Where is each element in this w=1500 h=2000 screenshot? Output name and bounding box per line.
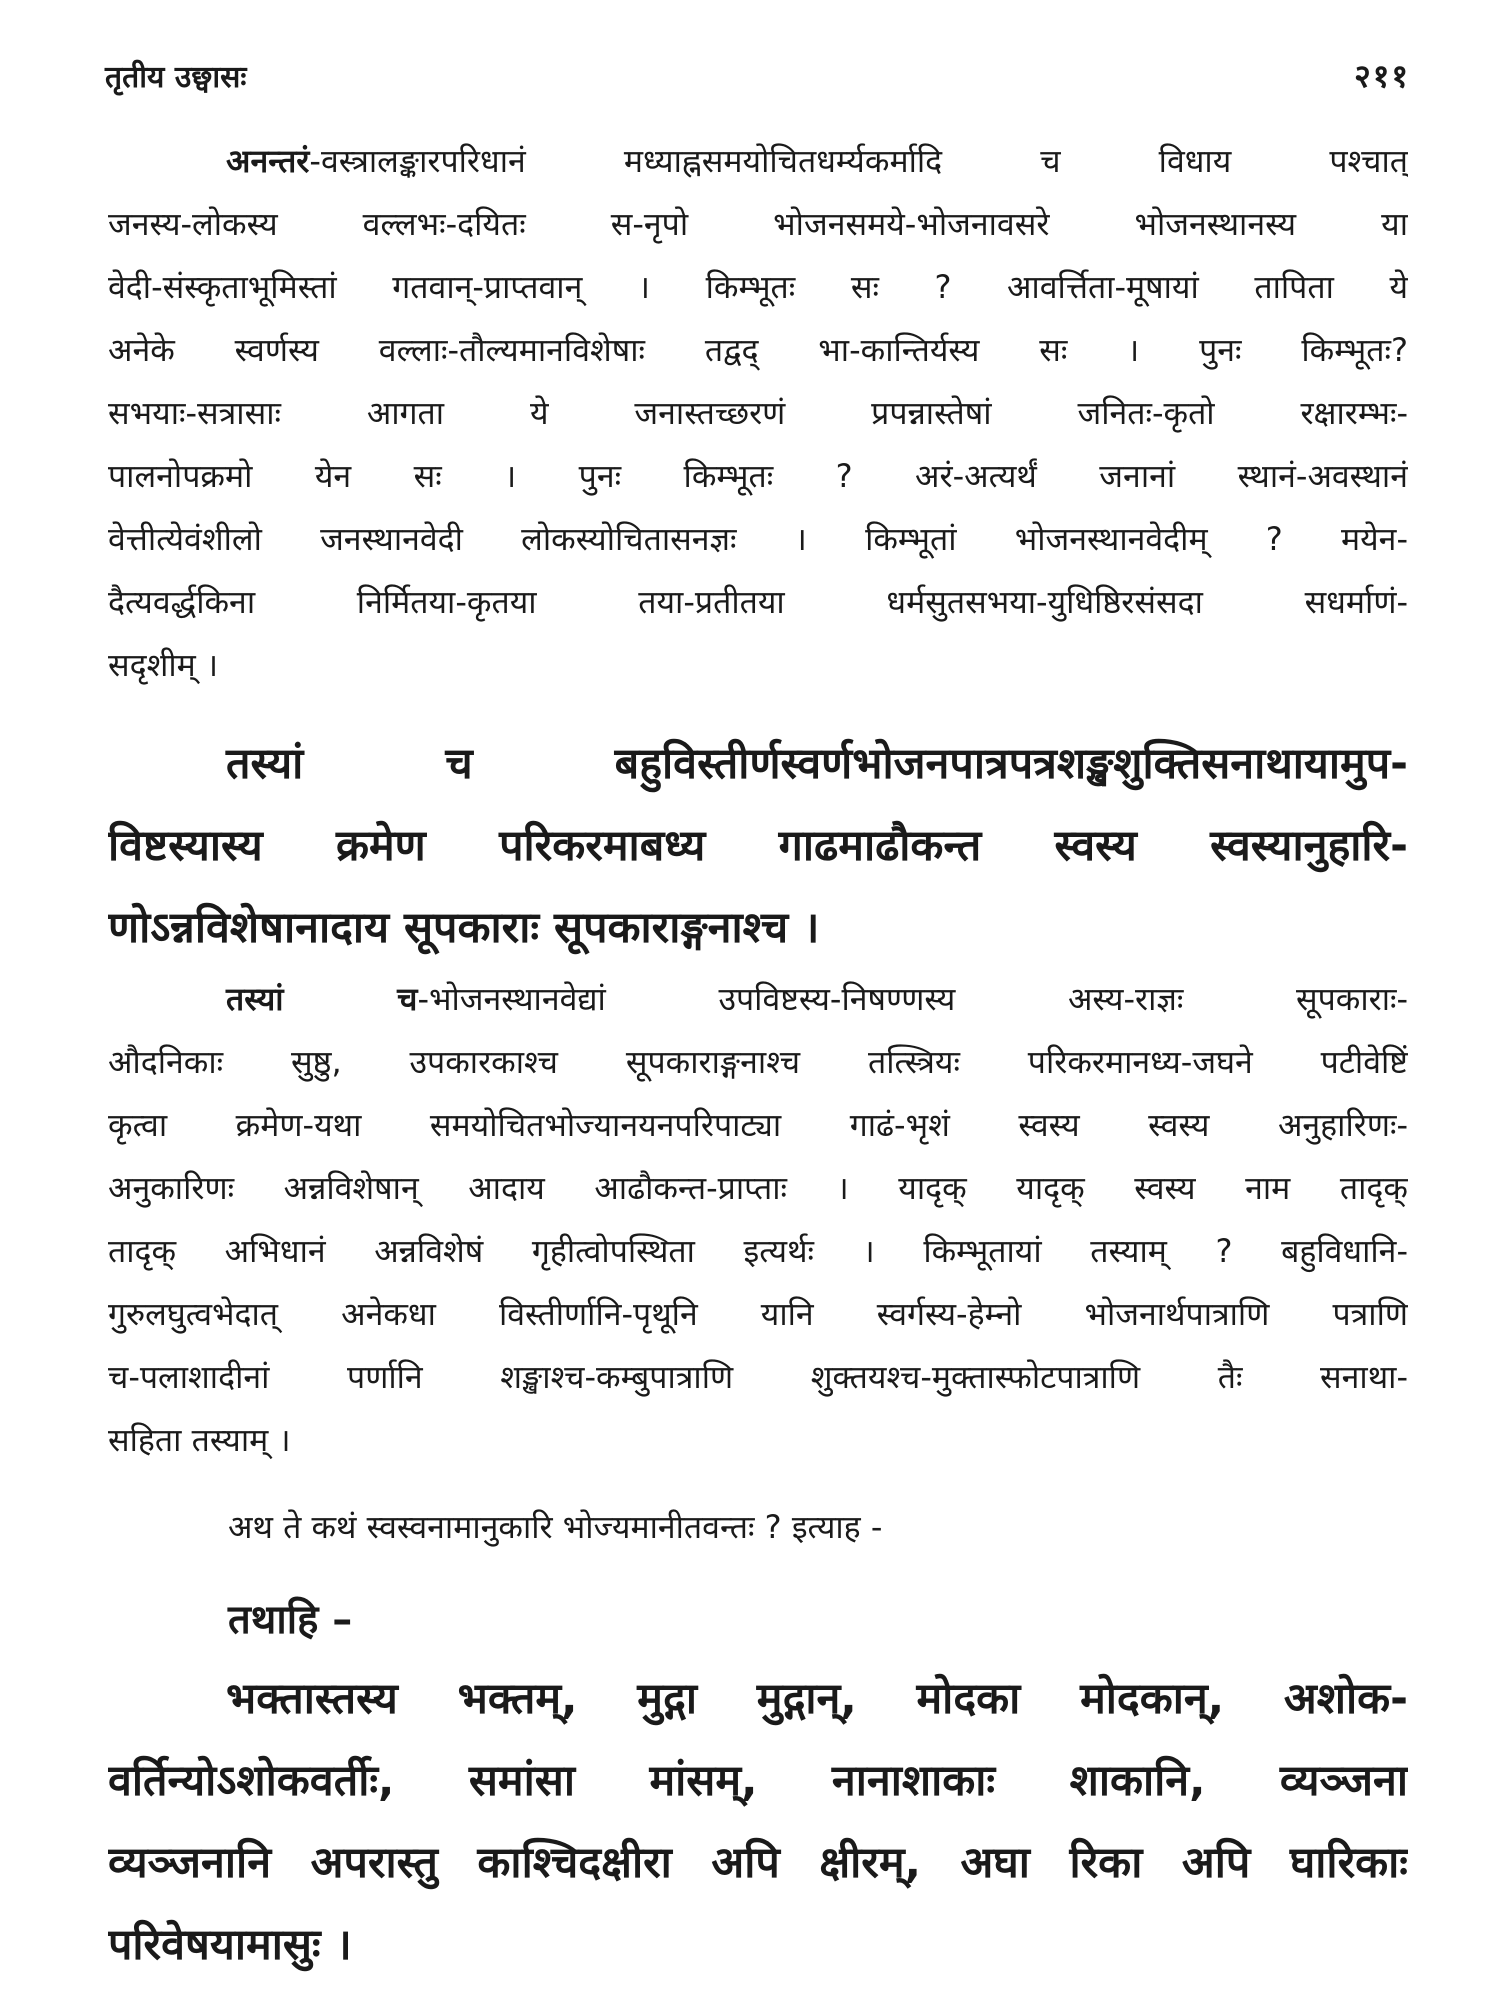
commentary-line: जनस्य-लोकस्य वल्लभः-दयितः स-नृपो भोजनसमये-भोजनावसरे भोजनस्थानस्य या bbox=[108, 205, 1408, 243]
commentary-line: कृत्वा क्रमेण-यथा समयोचितभोज्यानयनपरिपाट्या गाढं-भृशं स्वस्य स्वस्य अनुहारिणः- bbox=[108, 1106, 1408, 1144]
verse-2 bbox=[108, 1658, 1408, 1986]
commentary-line: सदृशीम् । bbox=[108, 646, 219, 684]
commentary-line: अनेके स्वर्णस्य वल्लाः-तौल्यमानविशेषाः तद्वद् भा-कान्तिर्यस्य सः । पुनः किम्भूतः? bbox=[108, 331, 1408, 369]
commentary-line: तादृक् अभिधानं अन्नविशेषं गृहीत्वोपस्थिता इत्यर्थः । किम्भूतायां तस्याम् ? बहुविधानि- bbox=[108, 1232, 1408, 1270]
verse-line: विष्टस्यास्य क्रमेण परिकरमाबध्य गाढमाढौकन्त स्वस्य स्वस्यानुहारि- bbox=[108, 821, 1408, 871]
tathahi-heading: तथाहि – bbox=[228, 1597, 353, 1643]
commentary-line: सभयाः-सत्रासाः आगता ये जनास्तच्छरणं प्रपन्नास्तेषां जनितः-कृतो रक्षारम्भः- bbox=[108, 394, 1408, 432]
verse-line: तस्यां च बहुविस्तीर्णस्वर्णभोजनपात्रपत्रशङ्खशुक्तिसनाथायामुप- bbox=[226, 739, 1408, 789]
commentary-line: गुरुलघुत्वभेदात् अनेकधा विस्तीर्णानि-पृथूनि यानि स्वर्गस्य-हेम्नो भोजनार्थपात्राणि पत्राणि bbox=[108, 1295, 1408, 1333]
commentary-line: पालनोपक्रमो येन सः । पुनः किम्भूतः ? अरं-अत्यर्थं जनानां स्थानं-अवस्थानं bbox=[108, 457, 1408, 495]
commentary-line: वेत्तीत्येवंशीलो जनस्थानवेदी लोकस्योचितासनज्ञः । किम्भूतां भोजनस्थानवेदीम् ? मयेन- bbox=[108, 520, 1408, 558]
commentary-lead-word: अनन्तरं bbox=[226, 142, 310, 180]
commentary-paragraph-1 bbox=[108, 130, 1408, 697]
verse-1 bbox=[108, 723, 1408, 969]
intro-line: अथ ते कथं स्वस्वनामानुकारि भोज्यमानीतवन्तः ? इत्याह - bbox=[228, 1508, 883, 1546]
page-header bbox=[105, 50, 1410, 100]
commentary-line: च-पलाशादीनां पर्णानि शङ्खाश्च-कम्बुपात्राणि शुक्तयश्च-मुक्तास्फोटपात्राणि तैः सनाथा- bbox=[108, 1358, 1408, 1396]
commentary-line: अनुकारिणः अन्नविशेषान् आदाय आढौकन्त-प्राप्ताः । यादृक् यादृक् स्वस्य नाम तादृक् bbox=[108, 1169, 1408, 1207]
commentary-line: वेदी-संस्कृताभूमिस्तां गतवान्-प्राप्तवान् । किम्भूतः सः ? आवर्त्तिता-मूषायां तापिता ये bbox=[108, 268, 1408, 306]
verse-line: परिवेषयामासुः । bbox=[108, 1920, 352, 1970]
commentary-line: अनन्तरं-वस्त्रालङ्कारपरिधानं मध्याह्नसमयोचितधर्म्यकर्मादि च विधाय पश्चात् bbox=[226, 142, 1408, 180]
commentary-line: तस्यां च-भोजनस्थानवेद्यां उपविष्टस्य-निषण्णस्य अस्य-राज्ञः सूपकाराः- bbox=[226, 980, 1408, 1018]
commentary-line: सहिता तस्याम् । bbox=[108, 1421, 291, 1459]
commentary-line: दैत्यवर्द्धकिना निर्मितया-कृतया तया-प्रतीतया धर्मसुतसभया-युधिष्ठिरसंसदा सधर्माणं- bbox=[108, 583, 1408, 621]
verse-line: वर्तिन्योऽशोकवर्तीः, समांसा मांसम्, नानाशाकाः शाकानि, व्यञ्जना bbox=[108, 1756, 1408, 1806]
page-number: २११ bbox=[1354, 56, 1410, 95]
commentary-lead-word: तस्यां च bbox=[226, 980, 418, 1018]
commentary-paragraph-2 bbox=[108, 968, 1408, 1472]
verse-line: व्यञ्जनानि अपरास्तु काश्चिदक्षीरा अपि क्षीरम्, अघा रिका अपि घारिकाः bbox=[108, 1838, 1408, 1888]
verse-line: भक्तास्तस्य भक्तम्, मुद्गा मुद्गान्, मोदका मोदकान्, अशोक- bbox=[226, 1674, 1408, 1724]
running-header: तृतीय उछ्वासः bbox=[105, 59, 247, 95]
verse-line: णोऽन्नविशेषानादाय सूपकाराः सूपकाराङ्गनाश्च । bbox=[108, 903, 820, 953]
commentary-line: औदनिकाः सुष्ठु, उपकारकाश्च सूपकाराङ्गनाश्च तत्स्त्रियः परिकरमानध्य-जघने पटीवेष्टिं bbox=[108, 1043, 1408, 1081]
